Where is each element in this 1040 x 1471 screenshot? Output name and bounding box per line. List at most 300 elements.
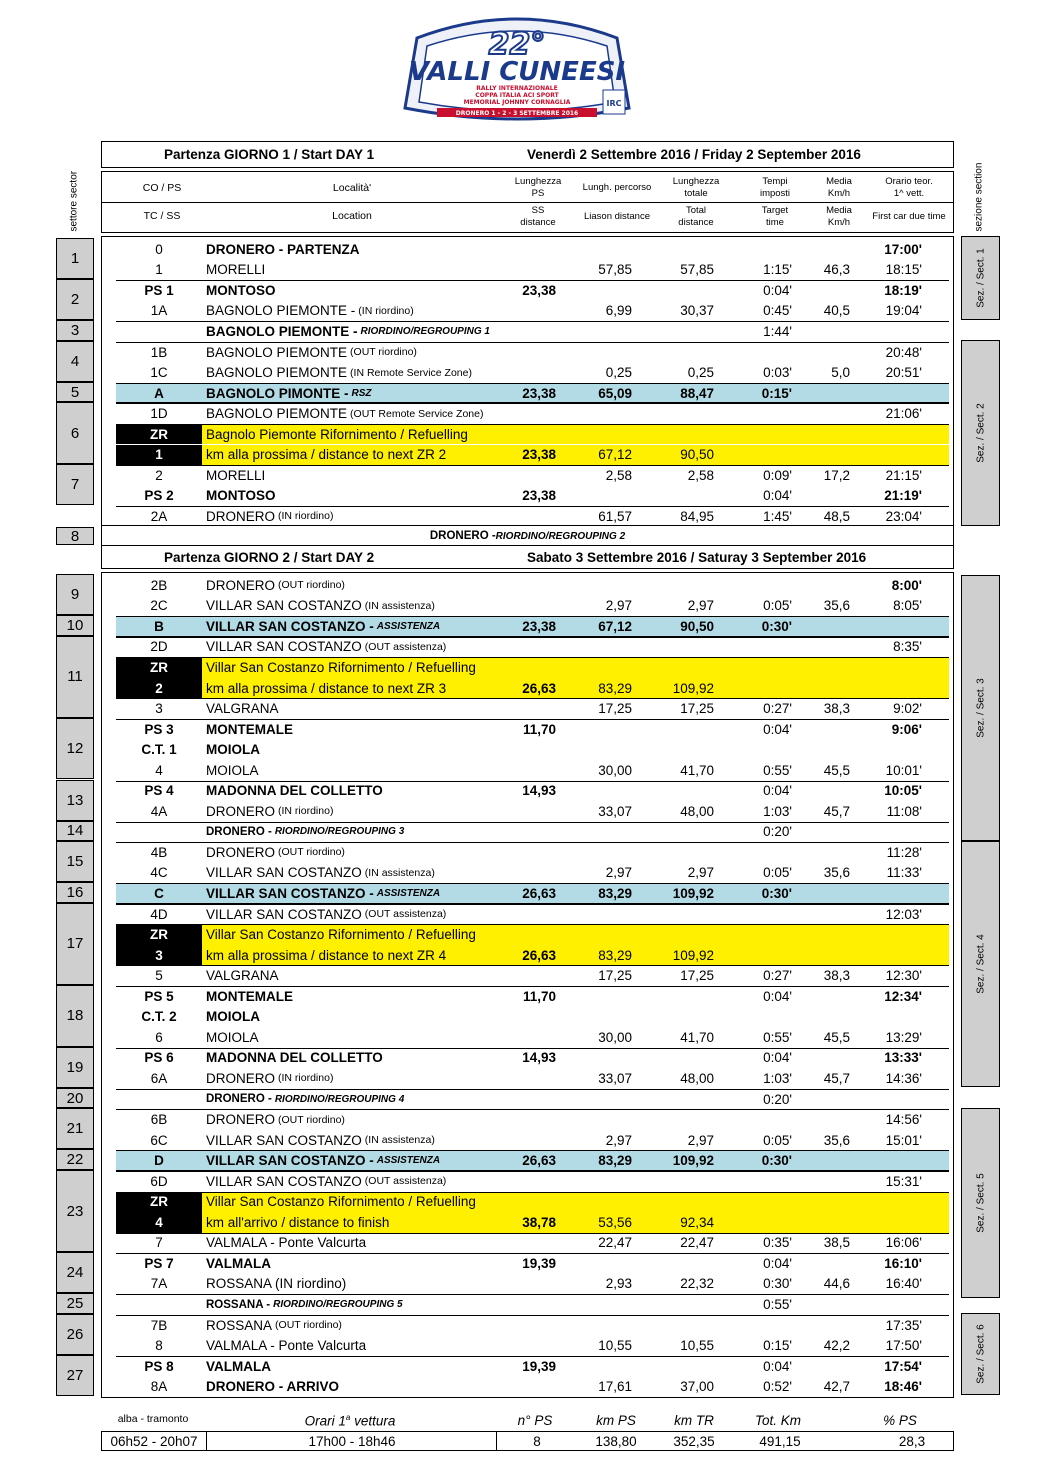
cell-ot: 18:15' xyxy=(885,262,922,278)
sector-box: 22 xyxy=(56,1149,94,1170)
cell-lp: 30,00 xyxy=(598,1029,632,1045)
location-name: MOIOLA xyxy=(206,1029,259,1045)
table-row xyxy=(116,1007,949,1028)
table-row xyxy=(116,1192,949,1213)
cell-lt: 17,25 xyxy=(680,968,714,984)
table-row xyxy=(116,883,949,904)
cell-location xyxy=(206,657,476,678)
row-divider xyxy=(116,321,949,322)
cell-ps: 23,38 xyxy=(522,282,556,298)
location-note: (OUT riordino) xyxy=(278,1113,345,1126)
logo-dates: DRONERO 1 - 2 - 3 SETTEMBRE 2016 xyxy=(455,110,579,117)
column-header xyxy=(101,171,954,233)
row-divider xyxy=(116,506,949,507)
cell-ps: 26,63 xyxy=(522,680,556,696)
row-divider xyxy=(116,637,949,638)
cell-location xyxy=(206,760,259,781)
cell-lp: 83,29 xyxy=(598,1153,632,1169)
table-row xyxy=(116,781,949,802)
location-note: (OUT riordino) xyxy=(275,1319,342,1332)
cell-lt: 109,92 xyxy=(672,1153,714,1169)
cell-ot: 13:33' xyxy=(884,1050,922,1066)
cell-location xyxy=(206,465,265,486)
cell-ps: 23,38 xyxy=(522,488,556,504)
col-md-it2: Km/h xyxy=(827,188,851,199)
cell-location xyxy=(206,1171,446,1192)
cell-lt: 109,92 xyxy=(672,947,714,963)
cell-tm: 0:55' xyxy=(763,1297,792,1312)
cell-lt: 109,92 xyxy=(672,680,714,696)
table-row xyxy=(116,445,949,466)
location-note: (IN assistenza) xyxy=(364,599,435,612)
cell-code: 1B xyxy=(150,344,168,360)
location-name: DRONERO xyxy=(206,803,276,819)
cell-location xyxy=(206,965,279,986)
col-ps-it2: PS xyxy=(531,188,545,199)
sector-box: 9 xyxy=(56,574,94,615)
section-box xyxy=(961,236,1000,320)
location-note: ASSISTENZA xyxy=(376,888,441,899)
col-ot-it2: 1^ vett. xyxy=(893,188,925,199)
cell-code: 4D xyxy=(150,906,168,922)
cell-code: PS 8 xyxy=(144,1358,174,1374)
cell-location xyxy=(206,596,435,617)
cell-ot: 17:00' xyxy=(884,241,922,257)
section-label-text: Sez. / Sect. 6 xyxy=(975,1324,986,1384)
location-note: (IN riordino) xyxy=(278,1072,334,1085)
cell-location xyxy=(206,384,372,403)
cell-md: 42,2 xyxy=(823,1338,850,1354)
cell-tm: 0:52' xyxy=(763,1379,792,1395)
cell-tm: 0:55' xyxy=(763,1029,792,1045)
col-lt-it1: Lunghezza xyxy=(672,176,720,187)
cell-tm: 1:15' xyxy=(763,262,792,278)
table-row xyxy=(116,678,949,699)
sector-box: 18 xyxy=(56,985,94,1047)
cell-code: 3 xyxy=(155,947,163,963)
cell-ps: 14,93 xyxy=(522,1050,556,1066)
cell-ot: 16:40' xyxy=(885,1276,922,1292)
cell-location xyxy=(206,781,383,802)
location-name: VALGRANA xyxy=(206,701,279,717)
cell-code: A xyxy=(154,385,164,401)
cell-location xyxy=(206,1294,403,1315)
row-divider xyxy=(116,1253,949,1254)
cell-location xyxy=(206,1151,440,1170)
cell-lp: 53,56 xyxy=(598,1214,632,1230)
cell-location xyxy=(206,678,446,699)
cell-location xyxy=(206,260,265,281)
table-row xyxy=(116,260,949,281)
cell-tm: 0:05' xyxy=(763,865,792,881)
cell-lp: 2,97 xyxy=(605,598,632,614)
cell-location xyxy=(206,842,345,863)
cell-md: 45,7 xyxy=(823,803,850,819)
cell-code: 6 xyxy=(155,1029,163,1045)
cell-code: 5 xyxy=(155,968,163,984)
location-name: DRONERO xyxy=(206,1070,276,1086)
cell-lt: 48,00 xyxy=(680,1070,714,1086)
cell-location xyxy=(206,1315,342,1336)
cell-ot: 20:51' xyxy=(885,365,922,381)
cell-code: 1A xyxy=(150,303,168,319)
section-box xyxy=(961,1108,1000,1298)
location-name: BAGNOLO PIMONTE - xyxy=(206,385,349,401)
location-note: (IN riordino) xyxy=(278,510,334,523)
day1-header xyxy=(101,141,954,168)
location-note: ASSISTENZA xyxy=(376,620,441,632)
cell-ps: 23,38 xyxy=(522,447,556,463)
sector-box: 8 xyxy=(56,527,94,545)
cell-location xyxy=(206,1233,366,1254)
cell-ot: 8:35' xyxy=(893,639,922,655)
cell-ot: 8:00' xyxy=(891,577,922,593)
row-divider xyxy=(116,465,949,466)
cell-location xyxy=(206,1356,271,1377)
sector-box: 23 xyxy=(56,1170,94,1252)
location-name: DRONERO xyxy=(206,577,276,593)
section-box xyxy=(961,340,1000,526)
cell-code: 2 xyxy=(155,680,163,696)
table-row xyxy=(116,1315,949,1336)
cell-ot: 14:56' xyxy=(885,1112,922,1128)
cell-lt: 90,50 xyxy=(680,447,714,463)
location-name: VILLAR SAN COSTANZO - xyxy=(206,886,374,901)
cell-ot: 23:04' xyxy=(885,508,922,524)
cell-location xyxy=(206,1027,259,1048)
location-note: (OUT assistenza) xyxy=(364,640,447,653)
cell-ot: 18:19' xyxy=(884,282,922,298)
location-name: VALGRANA xyxy=(206,968,279,984)
cell-location xyxy=(206,280,276,301)
row-divider xyxy=(116,424,949,425)
cell-lp: 6,99 xyxy=(605,303,632,319)
location-name: km all'arrivo / distance to finish xyxy=(206,1214,390,1230)
cell-lt: 2,97 xyxy=(687,1132,714,1148)
row-divider xyxy=(116,781,949,782)
footer-orari: 17h00 - 18h46 xyxy=(308,1433,396,1449)
cell-code: PS 7 xyxy=(144,1255,174,1271)
cell-location xyxy=(206,486,276,507)
cell-code: 1 xyxy=(155,447,163,463)
footer-h-kmps: km PS xyxy=(596,1413,636,1428)
cell-code: 1 xyxy=(155,262,163,278)
cell-md: 38,5 xyxy=(823,1235,850,1251)
cell-ps: 26,63 xyxy=(522,1153,556,1169)
cell-lt: 22,47 xyxy=(680,1235,714,1251)
section-label-text: Sez. / Sect. 5 xyxy=(975,1173,986,1233)
cell-location xyxy=(206,945,446,966)
cell-ps: 23,38 xyxy=(522,385,556,401)
location-note: (OUT assistenza) xyxy=(364,908,447,921)
table-row xyxy=(116,1027,949,1048)
location-note: ASSISTENZA xyxy=(376,1155,441,1167)
table-row xyxy=(116,1376,949,1397)
day1-date: Venerdì 2 Settembre 2016 / Friday 2 September 2016 xyxy=(527,147,861,162)
footer-alba: 06h52 - 20h07 xyxy=(110,1433,198,1449)
cell-tm: 0:45' xyxy=(763,303,792,319)
row-divider xyxy=(116,822,949,823)
cell-tm: 0:05' xyxy=(763,598,792,614)
cell-code: 2B xyxy=(150,577,168,593)
footer-h-orari: Orari 1$^a$ vettura xyxy=(304,1413,396,1429)
cell-location xyxy=(206,698,279,719)
cell-md: 45,5 xyxy=(823,1029,850,1045)
table-row xyxy=(116,1171,949,1192)
cell-code: C xyxy=(154,886,164,901)
row-divider xyxy=(116,342,949,343)
location-name: DRONERO - ARRIVO xyxy=(206,1379,340,1395)
cell-code: 6C xyxy=(150,1132,168,1148)
cell-lt: 10,55 xyxy=(680,1338,714,1354)
section-box xyxy=(961,1313,1000,1395)
location-name: BAGNOLO PIEMONTE - xyxy=(206,323,358,339)
col-code-en: TC / SS xyxy=(143,210,181,222)
col-ps-en1: SS xyxy=(531,205,545,216)
col-ps-it1: Lunghezza xyxy=(514,176,562,187)
row-divider xyxy=(116,657,949,658)
cell-code: 2C xyxy=(150,598,168,614)
sector-box: 12 xyxy=(56,718,94,780)
cell-code: 2A xyxy=(150,508,168,524)
cell-location xyxy=(206,575,345,596)
table-row xyxy=(116,1130,949,1151)
location-name: Bagnolo Piemonte Rifornimento / Refuelling xyxy=(206,426,468,442)
section-label-text: Sez. / Sect. 3 xyxy=(975,678,986,738)
section-label-text: Sez. / Sect. 4 xyxy=(975,934,986,994)
cell-ot: 17:50' xyxy=(885,1338,922,1354)
cell-md: 35,6 xyxy=(823,1132,850,1148)
cell-location xyxy=(206,986,293,1007)
cell-ot: 11:28' xyxy=(886,844,922,860)
cell-code: 6A xyxy=(150,1070,168,1086)
location-name: DRONERO xyxy=(206,508,276,524)
table-row xyxy=(116,486,949,507)
table-row xyxy=(116,465,949,486)
location-name: VALMALA - Ponte Valcurta xyxy=(206,1235,367,1251)
cell-lp: 83,29 xyxy=(598,886,632,901)
location-name: DRONERO - xyxy=(206,1093,272,1105)
cell-lt: 41,70 xyxy=(680,1029,714,1045)
cell-code: PS 3 xyxy=(144,721,174,737)
logo-sub3: MEMORIAL JOHNNY CORNAGLIA xyxy=(463,99,571,106)
cell-tm: 0:03' xyxy=(763,365,792,381)
cell-code: PS 1 xyxy=(144,282,174,298)
cell-ot: 9:06' xyxy=(891,721,922,737)
row-divider xyxy=(116,1294,949,1295)
sector-box: 17 xyxy=(56,903,94,985)
table-row xyxy=(116,321,949,342)
cell-tm: 0:30' xyxy=(761,618,792,634)
row-divider xyxy=(116,1048,949,1049)
cell-location xyxy=(206,1335,366,1356)
location-note: RIORDINO/REGROUPING 1 xyxy=(360,325,490,337)
row-divider xyxy=(116,904,949,905)
cell-location xyxy=(206,884,440,903)
cell-ot: 11:33' xyxy=(886,865,922,881)
cell-location xyxy=(206,301,414,322)
location-note: (IN assistenza) xyxy=(364,1134,435,1147)
cell-tm: 0:04' xyxy=(763,282,792,298)
sector-box: 6 xyxy=(56,402,94,464)
cell-location xyxy=(206,719,293,740)
cell-lt: 2,97 xyxy=(687,865,714,881)
cell-tm: 1:03' xyxy=(763,803,792,819)
cell-lt: 0,25 xyxy=(687,365,714,381)
location-note: RIORDINO/REGROUPING 3 xyxy=(274,826,405,838)
cell-tm: 1:03' xyxy=(763,1070,792,1086)
cell-lt: 30,37 xyxy=(680,303,714,319)
cell-tm: 0:20' xyxy=(763,824,792,840)
table-row xyxy=(116,403,949,424)
cell-code: 2D xyxy=(150,639,168,655)
row-divider xyxy=(116,1109,949,1110)
cell-code: 2 xyxy=(155,467,163,483)
cell-ot: 9:02' xyxy=(893,701,922,717)
col-md-en2: Km/h xyxy=(827,217,851,228)
sector-box: 15 xyxy=(56,841,94,882)
cell-ot: 21:19' xyxy=(884,488,922,504)
location-name: Villar San Costanzo Rifornimento / Refuelling xyxy=(206,659,476,675)
row-divider xyxy=(116,986,949,987)
col-lp-it: Lungh. percorso xyxy=(582,182,652,193)
cell-ot: 19:04' xyxy=(885,303,922,319)
table-row xyxy=(116,1335,949,1356)
cell-ot: 8:05' xyxy=(893,598,922,614)
cell-md: 17,2 xyxy=(823,467,850,483)
day1-start: Partenza GIORNO 1 / Start DAY 1 xyxy=(164,147,375,162)
cell-code: 4 xyxy=(155,1214,163,1230)
cell-tm: 0:04' xyxy=(763,1255,792,1271)
row-divider xyxy=(116,924,949,925)
logo-sub1: RALLY INTERNAZIONALE xyxy=(476,85,558,92)
sector-box: 20 xyxy=(56,1088,94,1109)
table-row xyxy=(116,424,949,445)
cell-code: 1D xyxy=(150,406,168,422)
cell-code: C.T. 1 xyxy=(141,742,177,758)
cell-code: ZR xyxy=(150,927,168,943)
cell-ot: 17:35' xyxy=(885,1317,922,1333)
cell-ps: 23,38 xyxy=(522,618,556,634)
cell-location xyxy=(206,1376,339,1397)
cell-ot: 21:06' xyxy=(885,406,922,422)
cell-tm: 0:09' xyxy=(763,467,792,483)
location-name: MONTOSO xyxy=(206,282,276,298)
sector-box: 4 xyxy=(56,341,94,382)
location-name: BAGNOLO PIEMONTE - xyxy=(206,303,356,319)
cell-lt: 41,70 xyxy=(680,762,714,778)
col-md-it1: Media xyxy=(826,176,852,187)
cell-lp: 33,07 xyxy=(598,1070,632,1086)
location-name: MONTOSO xyxy=(206,488,276,504)
cell-ps: 19,39 xyxy=(522,1358,556,1374)
cell-code: 4C xyxy=(150,865,168,881)
footer-h-pct: % PS xyxy=(883,1413,917,1428)
table-row xyxy=(116,1068,949,1089)
cell-location xyxy=(206,904,446,925)
cell-lp: 2,58 xyxy=(605,467,632,483)
cell-ot: 11:08' xyxy=(886,803,922,819)
cell-location xyxy=(206,1089,404,1110)
cell-ot: 20:48' xyxy=(885,344,922,360)
table-row xyxy=(116,904,949,925)
sector-box: 11 xyxy=(56,636,94,718)
location-name: Villar San Costanzo Rifornimento / Refuelling xyxy=(206,927,476,943)
row-divider xyxy=(116,965,949,966)
col-lt-it2: totale xyxy=(684,188,708,199)
location-name: km alla prossima / distance to next ZR 2 xyxy=(206,447,447,463)
cell-md: 38,3 xyxy=(823,701,850,717)
location-name: VILLAR SAN COSTANZO xyxy=(206,639,362,655)
cell-code: 8 xyxy=(155,1338,163,1354)
col-tm-en2: time xyxy=(766,217,784,228)
cell-lp: 65,09 xyxy=(598,385,632,401)
cell-code: PS 2 xyxy=(144,488,174,504)
cell-code: C.T. 2 xyxy=(141,1009,177,1025)
cell-code: 1C xyxy=(150,365,168,381)
sector-box: 21 xyxy=(56,1108,94,1149)
location-name: VILLAR SAN COSTANZO xyxy=(206,1173,362,1189)
cell-location xyxy=(206,617,440,636)
col-lp-en: Liason distance xyxy=(583,211,651,222)
cell-tm: 1:44' xyxy=(763,323,792,339)
location-note: (IN riordino) xyxy=(358,304,414,317)
cell-location xyxy=(206,362,472,383)
location-name: BAGNOLO PIEMONTE xyxy=(206,344,348,360)
cell-lt: 37,00 xyxy=(680,1379,714,1395)
row-divider xyxy=(116,1171,949,1172)
location-name: MOIOLA xyxy=(206,742,260,758)
cell-tm: 0:04' xyxy=(763,1050,792,1066)
location-name: ROSSANA xyxy=(206,1317,273,1333)
table-row xyxy=(116,801,949,822)
cell-lt: 2,58 xyxy=(687,467,714,483)
cell-code: D xyxy=(154,1153,164,1169)
footer-table xyxy=(101,1431,954,1451)
sector-box: 5 xyxy=(56,382,94,403)
cell-tm: 0:04' xyxy=(763,988,792,1004)
cell-lp: 2,97 xyxy=(605,865,632,881)
table-row xyxy=(116,1048,949,1069)
location-note: (IN assistenza) xyxy=(364,866,435,879)
cell-ot: 16:10' xyxy=(884,1255,922,1271)
table-row xyxy=(116,739,949,760)
col-ps-en2: distance xyxy=(520,217,556,228)
row-divider xyxy=(116,616,949,617)
table-row xyxy=(116,383,949,404)
cell-location xyxy=(206,863,435,884)
table-row xyxy=(116,863,949,884)
table-row xyxy=(116,596,949,617)
cell-ps: 26,63 xyxy=(522,947,556,963)
cell-ot: 16:06' xyxy=(885,1235,922,1251)
col-loc-en: Location xyxy=(332,210,372,222)
col-lt-en2: distance xyxy=(678,217,714,228)
cell-tm: 0:30' xyxy=(761,886,792,901)
location-name: Villar San Costanzo Rifornimento / Refuelling xyxy=(206,1194,476,1210)
location-name: VILLAR SAN COSTANZO - xyxy=(206,1153,374,1169)
footer-h-nps: n° PS xyxy=(517,1413,553,1428)
location-name: MORELLI xyxy=(206,262,266,278)
cell-tm: 0:55' xyxy=(763,762,792,778)
location-name: MADONNA DEL COLLETTO xyxy=(206,1050,383,1066)
cell-ot: 21:15' xyxy=(885,467,922,483)
cell-location xyxy=(206,822,404,843)
table-row xyxy=(116,986,949,1007)
day2-start: Partenza GIORNO 2 / Start DAY 2 xyxy=(164,549,375,565)
sector-box: 1 xyxy=(56,238,94,279)
cell-ps: 11,70 xyxy=(522,721,556,737)
